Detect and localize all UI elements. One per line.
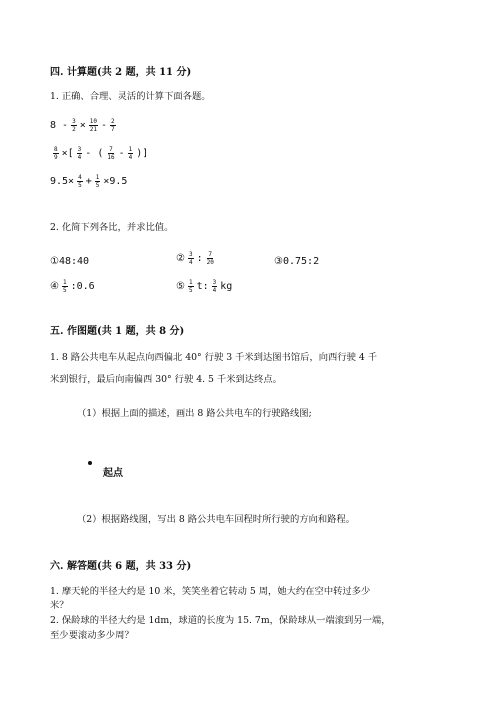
expression-1 [50, 118, 119, 133]
expr2-fraction-3: $\frac{7}{16}$ [107, 146, 115, 161]
section-6-title: 六. 解答题(共 6 题，共 33 分) [50, 561, 192, 572]
expr2-operator: ×[ [61, 148, 74, 159]
ratio-item-5-fraction-2: $\frac{3}{4}$ [212, 279, 217, 294]
ratio-separator: : [196, 253, 203, 264]
item-number: ⑤ [176, 281, 185, 292]
answer-question-2-line-2: 至少要滚动多少周？ [50, 630, 134, 641]
expr3-term: ×9.5 [103, 176, 128, 187]
drawing-question-line-1: 1. 8 路公共电车从起点向西偏北 40° 行驶 3 千米到达图书馆后，向西行驶 4 千 [50, 352, 378, 363]
calc-question-1: 1. 正确、合理、灵活的计算下面各题。 [50, 91, 211, 102]
expression-2 [50, 146, 148, 161]
ratio-item-5-fraction-1: $\frac{1}{5}$ [188, 279, 193, 294]
ratio-item-3: ③0.75:2 [274, 256, 320, 267]
ratio-item-4 [50, 279, 95, 294]
expr1-operator: - [100, 120, 107, 131]
start-point-dot [88, 461, 92, 465]
expr2-closing: )] [136, 148, 149, 159]
answer-question-1-line-1: 1. 摩天轮的半径大约是 10 米，笑笑坐着它转动 5 周，她大约在空中转过多少 [50, 586, 371, 597]
expr2-operator: - [118, 148, 125, 159]
ratio-item-5-unit-t: t: [196, 281, 209, 292]
expr1-operator: × [79, 120, 86, 131]
drawing-question-line-2: 米到银行，最后向南偏西 30° 行驶 4. 5 千米到达终点。 [50, 374, 282, 385]
expr1-fraction-3: $\frac{2}{7}$ [110, 118, 115, 133]
ratio-item-4-fraction: $\frac{1}{5}$ [62, 279, 67, 294]
ratio-item-4-rest: :0.6 [70, 281, 95, 292]
start-point-label: 起点 [103, 468, 123, 479]
answer-question-2-line-1: 2. 保龄球的半径大约是 1dm，球道的长度为 15. 7m，保龄球从一端滚到另一端， [50, 615, 391, 626]
section-4-title: 四. 计算题(共 2 题，共 11 分) [50, 67, 192, 78]
item-number: ④ [50, 281, 59, 292]
ratio-item-2-fraction-2: $\frac{7}{20}$ [206, 251, 214, 266]
ratio-item-1: ①48:40 [50, 256, 90, 267]
expr2-fraction-4: $\frac{1}{4}$ [128, 146, 133, 161]
ratio-question-2: 2. 化简下列各比，并求比值。 [50, 222, 174, 233]
expr3-operator: + [85, 176, 92, 187]
expr1-fraction-1: $\frac{3}{2}$ [72, 118, 76, 133]
section-5-title: 五. 作图题(共 1 题，共 8 分) [50, 326, 185, 337]
expr2-fraction-1: $\frac{8}{9}$ [54, 146, 58, 161]
ratio-item-2-fraction-1: $\frac{3}{4}$ [188, 251, 193, 266]
item-number: ② [176, 253, 185, 264]
drawing-subquestion-2: （2）根据路线图，写出 8 路公共电车回程时所行驶的方向和路程。 [77, 514, 356, 525]
expr3-fraction-1: $\frac{4}{5}$ [78, 174, 82, 189]
ratio-item-2 [176, 251, 218, 266]
expression-3 [50, 174, 127, 189]
ratio-item-5 [176, 279, 232, 294]
expr2-fraction-2: $\frac{3}{4}$ [77, 146, 82, 161]
drawing-subquestion-1: （1）根据上面的描述，画出 8 路公共电车的行驶路线图; [77, 408, 312, 419]
expr3-fraction-2: $\frac{1}{5}$ [95, 174, 100, 189]
answer-question-1-line-2: 米？ [50, 600, 69, 611]
expr2-operator: - ( [85, 148, 104, 159]
expr1-term: 8 - [50, 120, 69, 131]
expr3-term: 9.5× [50, 176, 75, 187]
ratio-item-5-unit-kg: kg [220, 281, 233, 292]
expr1-fraction-2: $\frac{10}{21}$ [89, 118, 97, 133]
